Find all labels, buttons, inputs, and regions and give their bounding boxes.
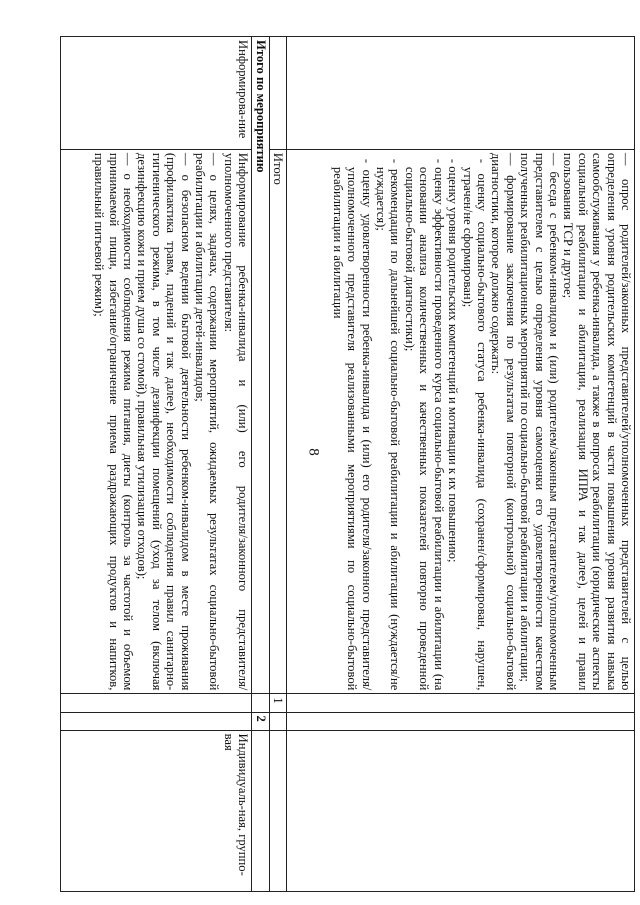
content-bullet: - рекомендации по дальнейшей социально-бытовой реабилитации и абилитации (нуждается/не нуждается);: [374, 158, 403, 691]
content-paragraph: — опрос родителей/законных представителей/уполномоченных представителей с целью определения уровня родительских компетенций в части повышения уровня развития навыка самообслуживания у ребенка-инвалида, а также в вопросах реабилитации (юридические аспекты социальной реабилитации и абилитации, реализация ИПРА и так далее), целей и правил пользования ТСР и другое;: [561, 152, 633, 691]
count-cell: [287, 694, 635, 712]
table-row: [287, 37, 635, 892]
page-number: 8: [305, 448, 322, 456]
total-event-empty-cell: [252, 730, 269, 891]
event-content-cell: [287, 149, 635, 693]
content-paragraph: — о безопасном ведении бытовой деятельности ребенком-инвалидом в месте проживания (профилактика травм, падений и так далее), необходимости соблюдения правил санитарно-гигиенического режима, в том числе дезинфекции помещений (уход за телом (включая дезинфекцию кожи и прием душа со стомой), правильная утилизация отходов);: [135, 152, 193, 691]
form-cell: Индивидуаль-ная, группо-вая: [61, 730, 252, 891]
table-row: [61, 37, 252, 892]
table-row-total: [269, 37, 286, 892]
total-event-count: 2: [252, 712, 269, 730]
total-empty-cell: [269, 712, 286, 730]
content-paragraph: — о целях, задачах, содержании мероприятий, ожидаемых результатах социально-бытовой реабилитации и абилитации детей-инвалидов;: [192, 152, 222, 691]
content-bullet: - оценку эффективности проведенного курса социально-бытовой реабилитации и абилитации (на основании анализа количественных и качественных показателей повторно проведенной социально-бытовой диагностики);: [402, 158, 446, 691]
rotated-page: [50, 36, 635, 892]
total-empty-cell: [269, 730, 286, 891]
content-bullet: - оценку удовлетворенности ребенка-инвалида и (или) его родителя/законного представителя/уполномоченного представителя реализованными мероприятиями по социально-бытовой реабилитации и абилитации: [330, 158, 374, 691]
event-name-cell: Информирова-ние: [61, 37, 252, 150]
count-cell: [287, 712, 635, 730]
table-row-total-event: [252, 37, 269, 892]
total-label: Итого: [269, 149, 286, 693]
content-paragraph: — беседа с ребенком-инвалидом и (или) родителем/законным представителем/уполномоченным представителем с целью определения уровня самооценки его удовлетворенности качеством полученных реабилитационных мероприятий по социально-бытовой реабилитации и абилитации;: [518, 152, 561, 691]
form-cell: [287, 730, 635, 891]
rehab-table: [60, 36, 635, 892]
total-empty-cell: [269, 37, 286, 150]
event-name-cell: [287, 37, 635, 150]
content-bullet: - оценку социально-бытового статуса ребенка-инвалида (сохранен/сформирован, нарушен, утрачен/не сформирован);: [460, 158, 489, 691]
count-cell: [61, 712, 252, 730]
content-bullet: - оценку уровня родительских компетенций и мотивации к их повышению;: [446, 158, 461, 563]
content-paragraph: — формирование заключения по результатам повторной (контрольной) социально-бытовой диагностики, которое должно содержать:: [489, 152, 518, 691]
count-cell: [61, 694, 252, 712]
total-count: 1: [269, 694, 286, 712]
content-paragraph: Информирование ребенка-инвалида и (или) его родителя/законного представителя/уполномоченного представителя:: [221, 152, 251, 691]
event-content-cell: [61, 149, 252, 693]
total-event-label: Итого по мероприятию: [252, 37, 269, 694]
content-paragraph: — о необходимости соблюдения режима питания, диеты (контроль за частотой и объемом принимаемой пищи, избегание/ограничение приема раздражающих продуктов и напитков, правильный питьевой режим);: [92, 152, 135, 691]
total-event-empty-cell: [252, 694, 269, 712]
